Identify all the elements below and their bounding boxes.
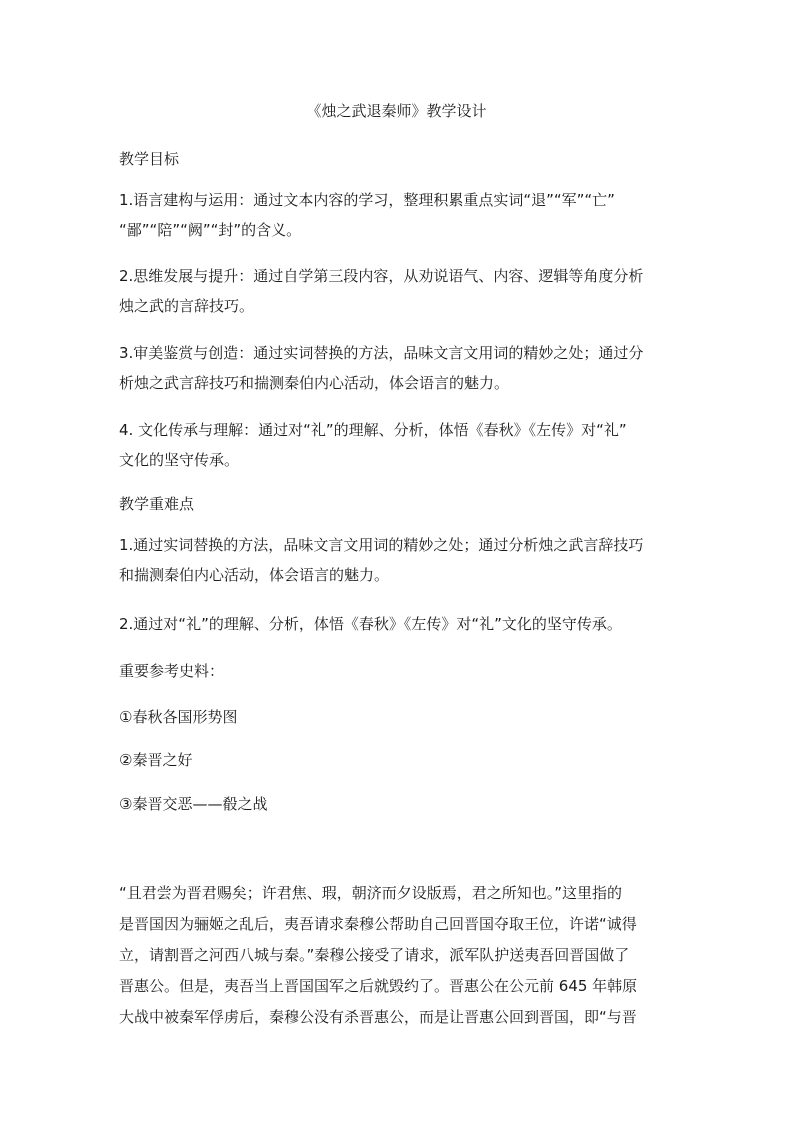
goal-item-2	[119, 261, 685, 321]
passage-paragraph	[119, 878, 685, 1033]
section-heading-refs: 重要参考史料：	[119, 662, 225, 680]
passage-line-1: “且君尝为晋君赐矣；许君焦、瑕，朝济而夕设版焉，君之所知也。”这里指的	[119, 884, 623, 902]
goal-item-4-line-1: 4. 文化传承与理解：通过对“礼”的理解、分析，体悟《春秋》《左传》对“礼”	[119, 421, 627, 439]
passage-line-5: 大战中被秦军俘虏后，秦穆公没有杀晋惠公，而是让晋惠公回到晋国，即“与晋	[119, 1008, 637, 1026]
section-heading-goals: 教学目标	[119, 150, 180, 168]
keypoint-item-1-line-1: 1.通过实词替换的方法，品味文言文用词的精妙之处；通过分析烛之武言辞技巧	[119, 536, 644, 554]
goal-item-3-line-1: 3.审美鉴赏与创造：通过实词替换的方法，品味文言文用词的精妙之处；通过分	[119, 344, 644, 362]
ref-item-1: ①春秋各国形势图	[119, 708, 238, 726]
passage-line-4: 晋惠公。但是，夷吾当上晋国国军之后就毁约了。晋惠公在公元前 645 年韩原	[119, 977, 638, 995]
section-heading-keypoints: 教学重难点	[119, 495, 195, 513]
goal-item-1-line-2: “鄙”“陪”“阙”“封”的含义。	[119, 221, 302, 239]
goal-item-4	[119, 415, 685, 475]
passage-line-2: 是晋国因为骊姬之乱后，夷吾请求秦穆公帮助自己回晋国夺取王位，许诺“诚得	[119, 915, 637, 933]
document-title: 《烛之武退秦师》教学设计	[306, 102, 487, 120]
goal-item-3	[119, 338, 685, 398]
goal-item-4-line-2: 文化的坚守传承。	[119, 451, 240, 469]
ref-item-2: ②秦晋之好	[119, 751, 193, 769]
goal-item-2-line-2: 烛之武的言辞技巧。	[119, 297, 255, 315]
passage-line-3: 立，请割晋之河西八城与秦。”秦穆公接受了请求，派军队护送夷吾回晋国做了	[119, 946, 630, 964]
goal-item-1-line-1: 1.语言建构与运用：通过文本内容的学习，整理积累重点实词“退”“军”“亡”	[119, 191, 615, 209]
ref-item-3: ③秦晋交恶——殽之战	[119, 795, 268, 813]
goal-item-1	[119, 185, 685, 245]
goal-item-2-line-1: 2.思维发展与提升：通过自学第三段内容，从劝说语气、内容、逻辑等角度分析	[119, 267, 644, 285]
keypoint-item-1-line-2: 和揣测秦伯内心活动，体会语言的魅力。	[119, 566, 390, 584]
keypoint-item-2: 2.通过对“礼”的理解、分析，体悟《春秋》《左传》对“礼”文化的坚守传承。	[119, 615, 622, 633]
goal-item-3-line-2: 析烛之武言辞技巧和揣测秦伯内心活动，体会语言的魅力。	[119, 374, 510, 392]
keypoint-item-1	[119, 530, 685, 590]
